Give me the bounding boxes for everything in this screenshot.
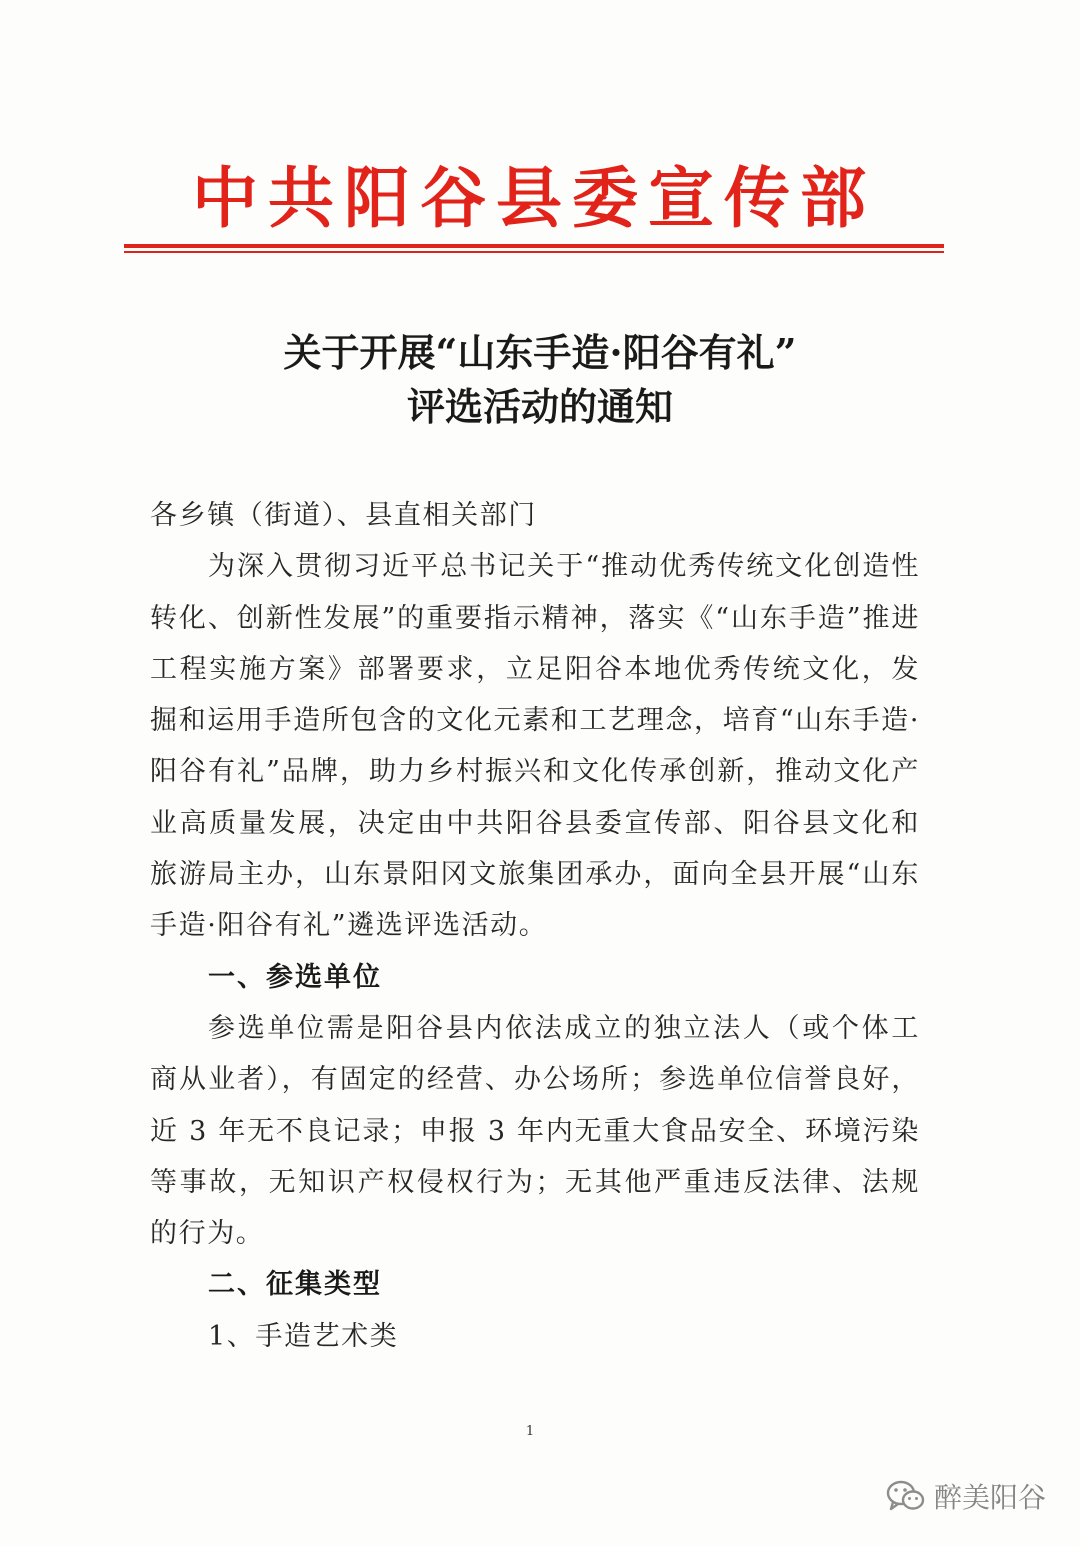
- wechat-icon: [886, 1479, 926, 1513]
- watermark: [886, 1476, 1046, 1516]
- red-header-rule: [124, 244, 944, 248]
- page-number: 1: [525, 1424, 535, 1439]
- salutation: 各乡镇（街道）、县直相关部门: [150, 500, 537, 531]
- document-title-line1: 关于开展“山东手造·阳谷有礼”: [283, 330, 797, 375]
- intro-paragraph: 为深入贯彻习近平总书记关于“推动优秀传统文化创造性转化、创新性发展”的重要指示精神，落实《“山东手造”推进工程实施方案》部署要求，立足阳谷本地优秀传统文化，发掘和运用手造所包含的文化元素和工艺理念，培育“山东手造·阳谷有礼”品牌，助力乡村振兴和文化传承创新，推动文化产业高质量发展，决定由中共阳谷县委宣传部、阳谷县文化和旅游局主办，山东景阳冈文旅集团承办，面向全县开展“山东手造·阳谷有礼”遴选评选活动。: [150, 551, 920, 942]
- document-title-line2: 评选活动的通知: [406, 384, 673, 429]
- red-header-rule-thin: [124, 251, 944, 253]
- document-body: [150, 490, 920, 1362]
- issuing-organization-header: 中共阳谷县委宣传部: [192, 159, 876, 237]
- section2-heading: 二、征集类型: [208, 1269, 382, 1301]
- section1-paragraph: 参选单位需是阳谷县内依法成立的独立法人（或个体工商从业者），有固定的经营、办公场所；参选单位信誉良好，近 3 年无不良记录；申报 3 年内无重大食品安全、环境污染等事故，无知识产权侵权行为；无其他严重违反法律、法规的行为。: [150, 1012, 920, 1250]
- document-title: [120, 326, 960, 434]
- section1-heading: 一、参选单位: [208, 961, 382, 993]
- section2-item1: 1、手造艺术类: [208, 1320, 399, 1352]
- watermark-text: 醉美阳谷: [933, 1481, 1046, 1514]
